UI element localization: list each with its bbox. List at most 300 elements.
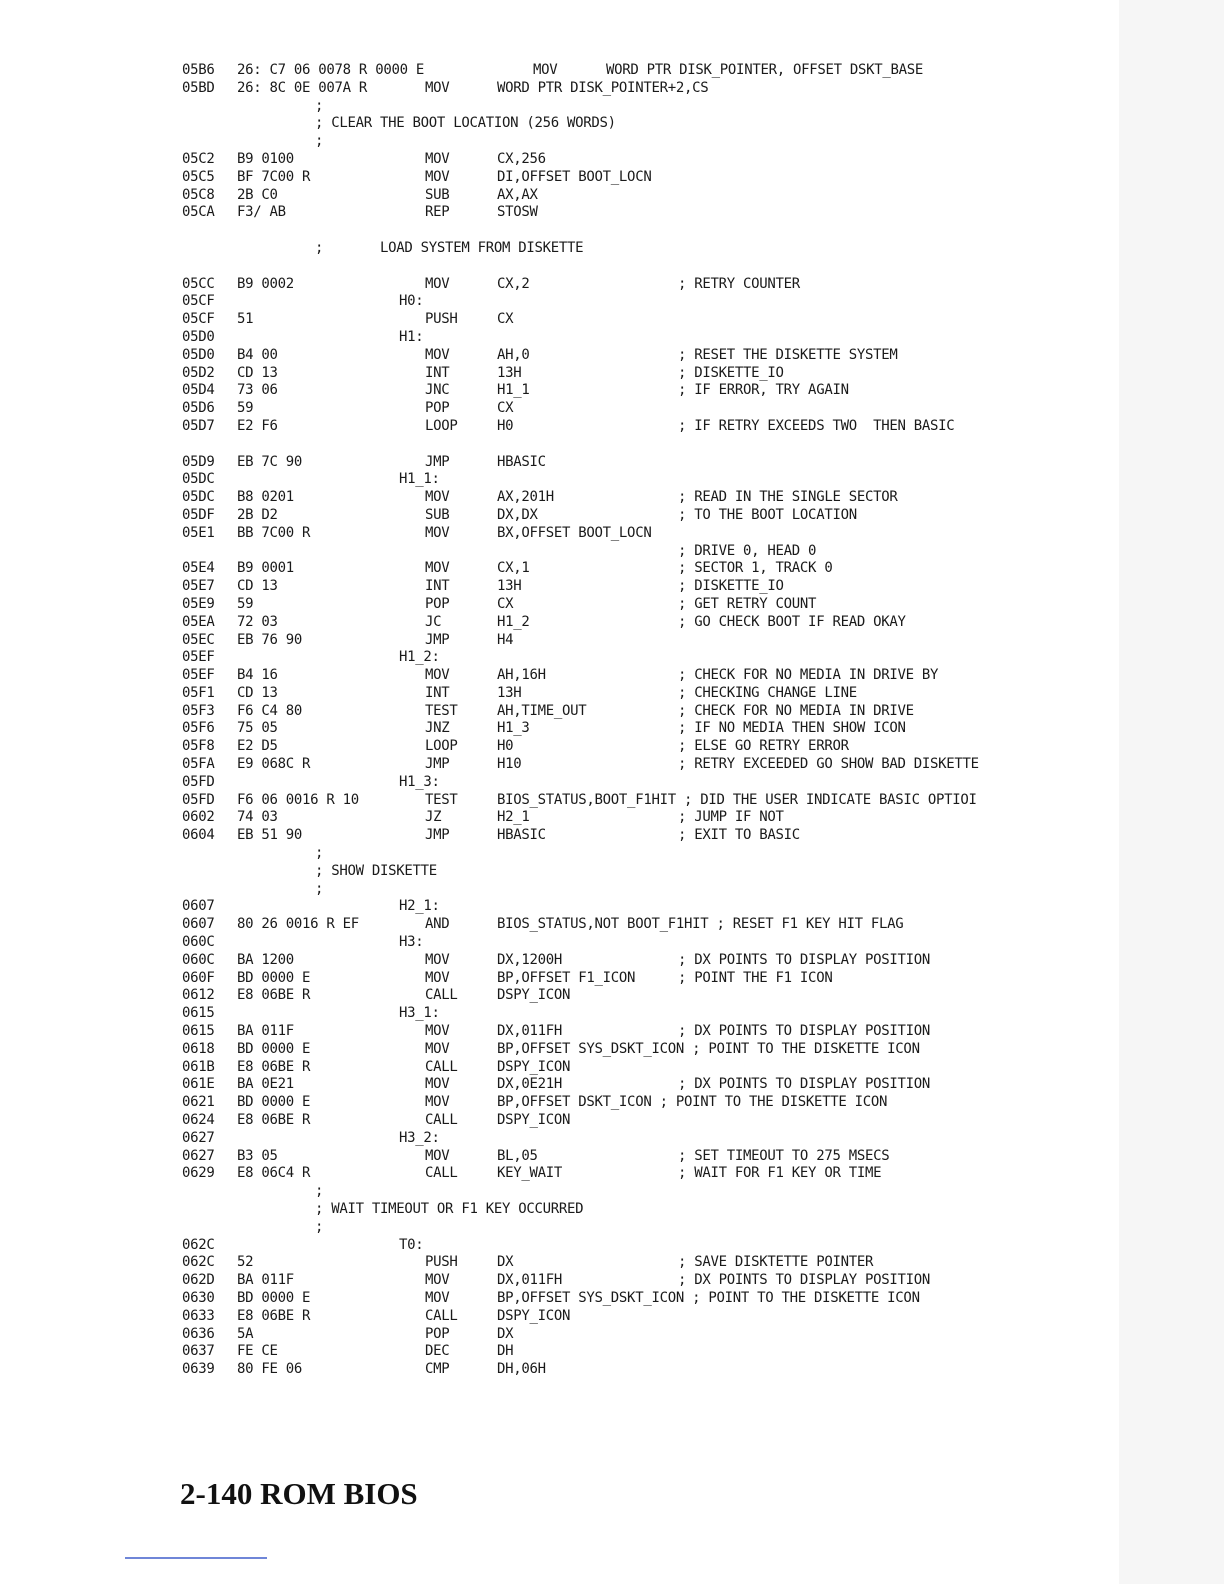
machine-code: BA 011F [237,1272,294,1289]
code-line [182,987,1042,1005]
mnemonic: AND [425,916,450,933]
mnemonic: MOV [425,1147,450,1164]
operands: AH,0 [497,346,530,363]
address: 05BD [182,79,215,96]
code-line [182,454,1042,472]
comment: ; CHECK FOR NO MEDIA IN DRIVE [678,702,914,719]
address: 0639 [182,1361,215,1378]
mnemonic: MOV [425,79,450,96]
address: 05F1 [182,684,215,701]
code-line [182,1326,1042,1344]
code-line [182,1076,1042,1094]
code-line [182,756,1042,774]
mnemonic: CALL [425,1112,458,1129]
mnemonic: CALL [425,1058,458,1075]
operands: DSPY_ICON [497,1307,571,1324]
address: 05D6 [182,400,215,417]
mnemonic: JMP [425,827,450,844]
machine-code: BD 0000 E [237,1094,311,1111]
mnemonic: MOV [425,524,450,541]
address: 05EA [182,613,215,630]
mnemonic: MOV [425,1040,450,1057]
operands: DX [497,1254,514,1271]
code-line [182,1041,1042,1059]
address: 05F8 [182,738,215,755]
code-line [182,1165,1042,1183]
code-line [182,1290,1042,1308]
address: 05D9 [182,453,215,470]
code-line [182,685,1042,703]
comment: ; EXIT TO BASIC [678,827,800,844]
machine-code: BA 011F [237,1023,294,1040]
mnemonic: POP [425,1325,450,1342]
operands: 13H [497,578,522,595]
label-line [182,471,1042,489]
machine-code: B3 05 [237,1147,278,1164]
comment: ; IF RETRY EXCEEDS TWO THEN BASIC [678,417,955,434]
blank-line [182,258,1042,276]
mnemonic: CALL [425,1165,458,1182]
address: 0602 [182,809,215,826]
machine-code: EB 7C 90 [237,453,303,470]
address: 0607 [182,916,215,933]
comment: ; GO CHECK BOOT IF READ OKAY [678,613,906,630]
code-line [182,792,1042,810]
code-line [182,1112,1042,1130]
comment: ; JUMP IF NOT [678,809,784,826]
comment-marker: ; [315,1218,324,1235]
machine-code: EB 76 90 [237,631,303,648]
operands: H0 [497,417,514,434]
comment: ; WAIT FOR F1 KEY OR TIME [678,1165,882,1182]
mnemonic: POP [425,400,450,417]
machine-code: 2B C0 [237,186,278,203]
address: 05E4 [182,560,215,577]
code-line [182,382,1042,400]
mnemonic: CALL [425,1307,458,1324]
operands: CX [497,400,514,417]
mnemonic: DEC [425,1343,450,1360]
operands: BP,OFFSET SYS_DSKT_ICON ; POINT TO THE DISKETTE ICON [497,1040,920,1057]
address: 05E7 [182,578,215,595]
machine-code: 80 FE 06 [237,1361,303,1378]
machine-code: CD 13 [237,578,278,595]
machine-code: E9 068C R [237,756,311,773]
code-label: H1_1: [399,471,440,488]
mnemonic: JMP [425,631,450,648]
comment: ; DX POINTS TO DISPLAY POSITION [678,1272,930,1289]
code-line [182,614,1042,632]
code-line [182,578,1042,596]
comment: ; DX POINTS TO DISPLAY POSITION [678,1023,930,1040]
code-line [182,1308,1042,1326]
mnemonic: TEST [425,702,458,719]
code-line [182,347,1042,365]
mnemonic: MOV [425,275,450,292]
comment: ; DX POINTS TO DISPLAY POSITION [678,951,930,968]
operands: DSPY_ICON [497,1112,571,1129]
code-line [182,489,1042,507]
operands: CX [497,595,514,612]
operands: 13H [497,364,522,381]
operands: AH,TIME_OUT [497,702,587,719]
machine-code: B4 16 [237,667,278,684]
page-footer: 2-140 ROM BIOS [180,1476,418,1511]
mnemonic: INT [425,364,450,381]
comment: ; IF NO MEDIA THEN SHOW ICON [678,720,906,737]
machine-code: 73 06 [237,382,278,399]
machine-code: BF 7C00 R [237,168,311,185]
mnemonic: PUSH [425,311,458,328]
page-edge-shading [1119,0,1224,1584]
comment: ; SET TIMEOUT TO 275 MSECS [678,1147,890,1164]
address: 0615 [182,1023,215,1040]
code-line [182,1059,1042,1077]
code-line [182,720,1042,738]
machine-code: E8 06BE R [237,1112,311,1129]
code-line [182,809,1042,827]
code-line [182,62,1042,80]
address: 0618 [182,1040,215,1057]
mnemonic: MOV [425,1272,450,1289]
label-line [182,649,1042,667]
address: 062D [182,1272,215,1289]
comment-line [182,881,1042,899]
address: 05FA [182,756,215,773]
code-label: T0: [399,1236,424,1253]
address: 05D7 [182,417,215,434]
address: 05E9 [182,595,215,612]
mnemonic: CMP [425,1361,450,1378]
operands: H4 [497,631,514,648]
label-line [182,1005,1042,1023]
machine-code: E8 06C4 R [237,1165,311,1182]
operands: H1_2 [497,613,530,630]
label-line [182,934,1042,952]
machine-code: E2 D5 [237,738,278,755]
code-line [182,1361,1042,1379]
machine-code: B9 0002 [237,275,294,292]
code-line [182,400,1042,418]
address: 05FD [182,773,215,790]
comment: ; SAVE DISKTETTE POINTER [678,1254,874,1271]
section-comment [182,863,1042,881]
mnemonic: JC [425,613,442,630]
comment: ; RETRY COUNTER [678,275,800,292]
comment: ; TO THE BOOT LOCATION [678,506,857,523]
machine-code: BD 0000 E [237,1289,311,1306]
mnemonic: MOV [425,346,450,363]
comment: ; DX POINTS TO DISPLAY POSITION [678,1076,930,1093]
code-line [182,311,1042,329]
mnemonic: MOV [425,168,450,185]
section-comment [182,115,1042,133]
machine-code: F3/ AB [237,204,286,221]
mnemonic: INT [425,578,450,595]
mnemonic: TEST [425,791,458,808]
comment-line [182,1183,1042,1201]
address: 05DC [182,489,215,506]
machine-code: BA 1200 [237,951,294,968]
address: 05D0 [182,346,215,363]
operands: AX,AX [497,186,538,203]
address: 05C8 [182,186,215,203]
comment: ; RESET THE DISKETTE SYSTEM [678,346,898,363]
mnemonic: MOV [425,1076,450,1093]
mnemonic: POP [425,595,450,612]
operands: 13H [497,684,522,701]
machine-code: BA 0E21 [237,1076,294,1093]
operands: DH [497,1343,514,1360]
address: 061B [182,1058,215,1075]
code-line [182,916,1042,934]
machine-code: 26: 8C 0E 007A R [237,79,368,96]
footer-rule [125,1557,267,1559]
machine-code: CD 13 [237,684,278,701]
section-comment [182,1201,1042,1219]
address: 0607 [182,898,215,915]
comment: ; SECTOR 1, TRACK 0 [678,560,833,577]
code-line [182,1023,1042,1041]
blank-line [182,222,1042,240]
address: 05B6 [182,62,215,78]
address: 05EF [182,667,215,684]
comment: ; GET RETRY COUNT [678,595,817,612]
machine-code: E8 06BE R [237,987,311,1004]
address: 061E [182,1076,215,1093]
comment-marker: ; [315,880,324,897]
comment-marker: ; [315,1183,324,1200]
address: 0629 [182,1165,215,1182]
code-line [182,952,1042,970]
mnemonic: MOV [425,1094,450,1111]
label-line [182,329,1042,347]
address: 05C5 [182,168,215,185]
address: 05FD [182,791,215,808]
code-label: H3: [399,934,424,951]
operands: DSPY_ICON [497,987,571,1004]
mnemonic: SUB [425,506,450,523]
code-line [182,525,1042,543]
code-line [182,632,1042,650]
address: 0627 [182,1129,215,1146]
machine-code: B4 00 [237,346,278,363]
address: 05CF [182,311,215,328]
machine-code: 5A [237,1325,254,1342]
machine-code: 26: C7 06 0078 R 0000 E [237,62,424,78]
machine-code: E2 F6 [237,417,278,434]
machine-code: F6 C4 80 [237,702,303,719]
mnemonic: MOV [425,667,450,684]
comment-line [182,98,1042,116]
address: 062C [182,1236,215,1253]
comment: ; DRIVE 0, HEAD 0 [678,542,817,559]
machine-code: F6 06 0016 R 10 [237,791,359,808]
operands: H2_1 [497,809,530,826]
label-line [182,1130,1042,1148]
address: 0636 [182,1325,215,1342]
code-line [182,418,1042,436]
code-line [182,365,1042,383]
code-line [182,560,1042,578]
address: 0604 [182,827,215,844]
operands: HBASIC [497,827,546,844]
operands: AH,16H [497,667,546,684]
operands: DX,011FH [497,1023,563,1040]
section-comment-text: ; CLEAR THE BOOT LOCATION (256 WORDS) [315,115,616,132]
address: 05D4 [182,382,215,399]
operands: BP,OFFSET DSKT_ICON ; POINT TO THE DISKETTE ICON [497,1094,888,1111]
operands: BP,OFFSET F1_ICON [497,969,636,986]
comment-marker: ; [315,845,324,862]
mnemonic: MOV [425,969,450,986]
label-line [182,1237,1042,1255]
mnemonic: JMP [425,453,450,470]
operands: DX,0E21H [497,1076,563,1093]
machine-code: E8 06BE R [237,1058,311,1075]
comment-line [182,133,1042,151]
operands: KEY_WAIT [497,1165,563,1182]
code-line [182,80,1042,98]
code-line [182,738,1042,756]
comment-marker: ; [315,133,324,150]
code-line [182,667,1042,685]
machine-code: CD 13 [237,364,278,381]
code-line [182,1254,1042,1272]
comment: ; ELSE GO RETRY ERROR [678,738,849,755]
operands: H1_3 [497,720,530,737]
code-line [182,169,1042,187]
address: 05CA [182,204,215,221]
address: 05F6 [182,720,215,737]
mnemonic: MOV [425,951,450,968]
address: 05D2 [182,364,215,381]
machine-code: BD 0000 E [237,1040,311,1057]
code-line [182,507,1042,525]
operands: WORD PTR DISK_POINTER, OFFSET DSKT_BASE [606,62,924,78]
operands: WORD PTR DISK_POINTER+2,CS [497,79,709,96]
code-line [182,276,1042,294]
operands: BP,OFFSET SYS_DSKT_ICON ; POINT TO THE DISKETTE ICON [497,1289,920,1306]
operands: CX [497,311,514,328]
address: 05EC [182,631,215,648]
code-label: H1_2: [399,649,440,666]
comment: ; POINT THE F1 ICON [678,969,833,986]
comment: ; IF ERROR, TRY AGAIN [678,382,849,399]
address: 0621 [182,1094,215,1111]
mnemonic: MOV [425,150,450,167]
comment: ; READ IN THE SINGLE SECTOR [678,489,898,506]
mnemonic: MOV [533,62,558,78]
mnemonic: JMP [425,756,450,773]
address: 05DC [182,471,215,488]
section-comment [182,240,1042,258]
code-line [182,1343,1042,1361]
code-label: H1_3: [399,773,440,790]
mnemonic: JNC [425,382,450,399]
operands: DI,OFFSET BOOT_LOCN [497,168,652,185]
address: 062C [182,1254,215,1271]
operands: STOSW [497,204,538,221]
operands: H10 [497,756,522,773]
machine-code: BD 0000 E [237,969,311,986]
machine-code: 80 26 0016 R EF [237,916,359,933]
mnemonic: MOV [425,1023,450,1040]
code-line [182,543,1042,561]
code-line [182,1094,1042,1112]
operands: DX,DX [497,506,538,523]
mnemonic: PUSH [425,1254,458,1271]
operands: DH,06H [497,1361,546,1378]
address: 0624 [182,1112,215,1129]
section-comment-text: ; SHOW DISKETTE [315,862,437,879]
operands: H0 [497,738,514,755]
address: 05C2 [182,150,215,167]
code-line [182,703,1042,721]
address: 05D0 [182,328,215,345]
address: 05F3 [182,702,215,719]
mnemonic: SUB [425,186,450,203]
comment: ; RETRY EXCEEDED GO SHOW BAD DISKETTE [678,756,979,773]
operands: H1_1 [497,382,530,399]
code-label: H3_1: [399,1005,440,1022]
address: 0612 [182,987,215,1004]
code-label: H2_1: [399,898,440,915]
machine-code: B8 0201 [237,489,294,506]
operands: CX,2 [497,275,530,292]
machine-code: 2B D2 [237,506,278,523]
mnemonic: LOOP [425,417,458,434]
operands: BIOS_STATUS,BOOT_F1HIT ; DID THE USER INDICATE BASIC OPTIOI [497,791,977,808]
address: 0627 [182,1147,215,1164]
mnemonic: MOV [425,1289,450,1306]
label-line [182,293,1042,311]
address: 05DF [182,506,215,523]
machine-code: 52 [237,1254,254,1271]
code-line [182,970,1042,988]
comment: ; DISKETTE_IO [678,364,784,381]
machine-code: 59 [237,400,254,417]
comment-marker: ; [315,97,324,114]
code-line [182,596,1042,614]
operands: DX,011FH [497,1272,563,1289]
code-line [182,827,1042,845]
code-line [182,1148,1042,1166]
label-line [182,898,1042,916]
operands: CX,256 [497,150,546,167]
code-line [182,151,1042,169]
machine-code: E8 06BE R [237,1307,311,1324]
section-comment-text: ; WAIT TIMEOUT OR F1 KEY OCCURRED [315,1201,584,1217]
address: 05EF [182,649,215,666]
machine-code: 59 [237,595,254,612]
operands: AX,201H [497,489,554,506]
address: 060F [182,969,215,986]
mnemonic: CALL [425,987,458,1004]
mnemonic: INT [425,684,450,701]
machine-code: EB 51 90 [237,827,303,844]
mnemonic: MOV [425,489,450,506]
operands: HBASIC [497,453,546,470]
address: 060C [182,951,215,968]
code-line [182,187,1042,205]
address: 05E1 [182,524,215,541]
machine-code: B9 0100 [237,150,294,167]
comment-line [182,1219,1042,1237]
operands: DX [497,1325,514,1342]
operands: CX,1 [497,560,530,577]
operands: DSPY_ICON [497,1058,571,1075]
